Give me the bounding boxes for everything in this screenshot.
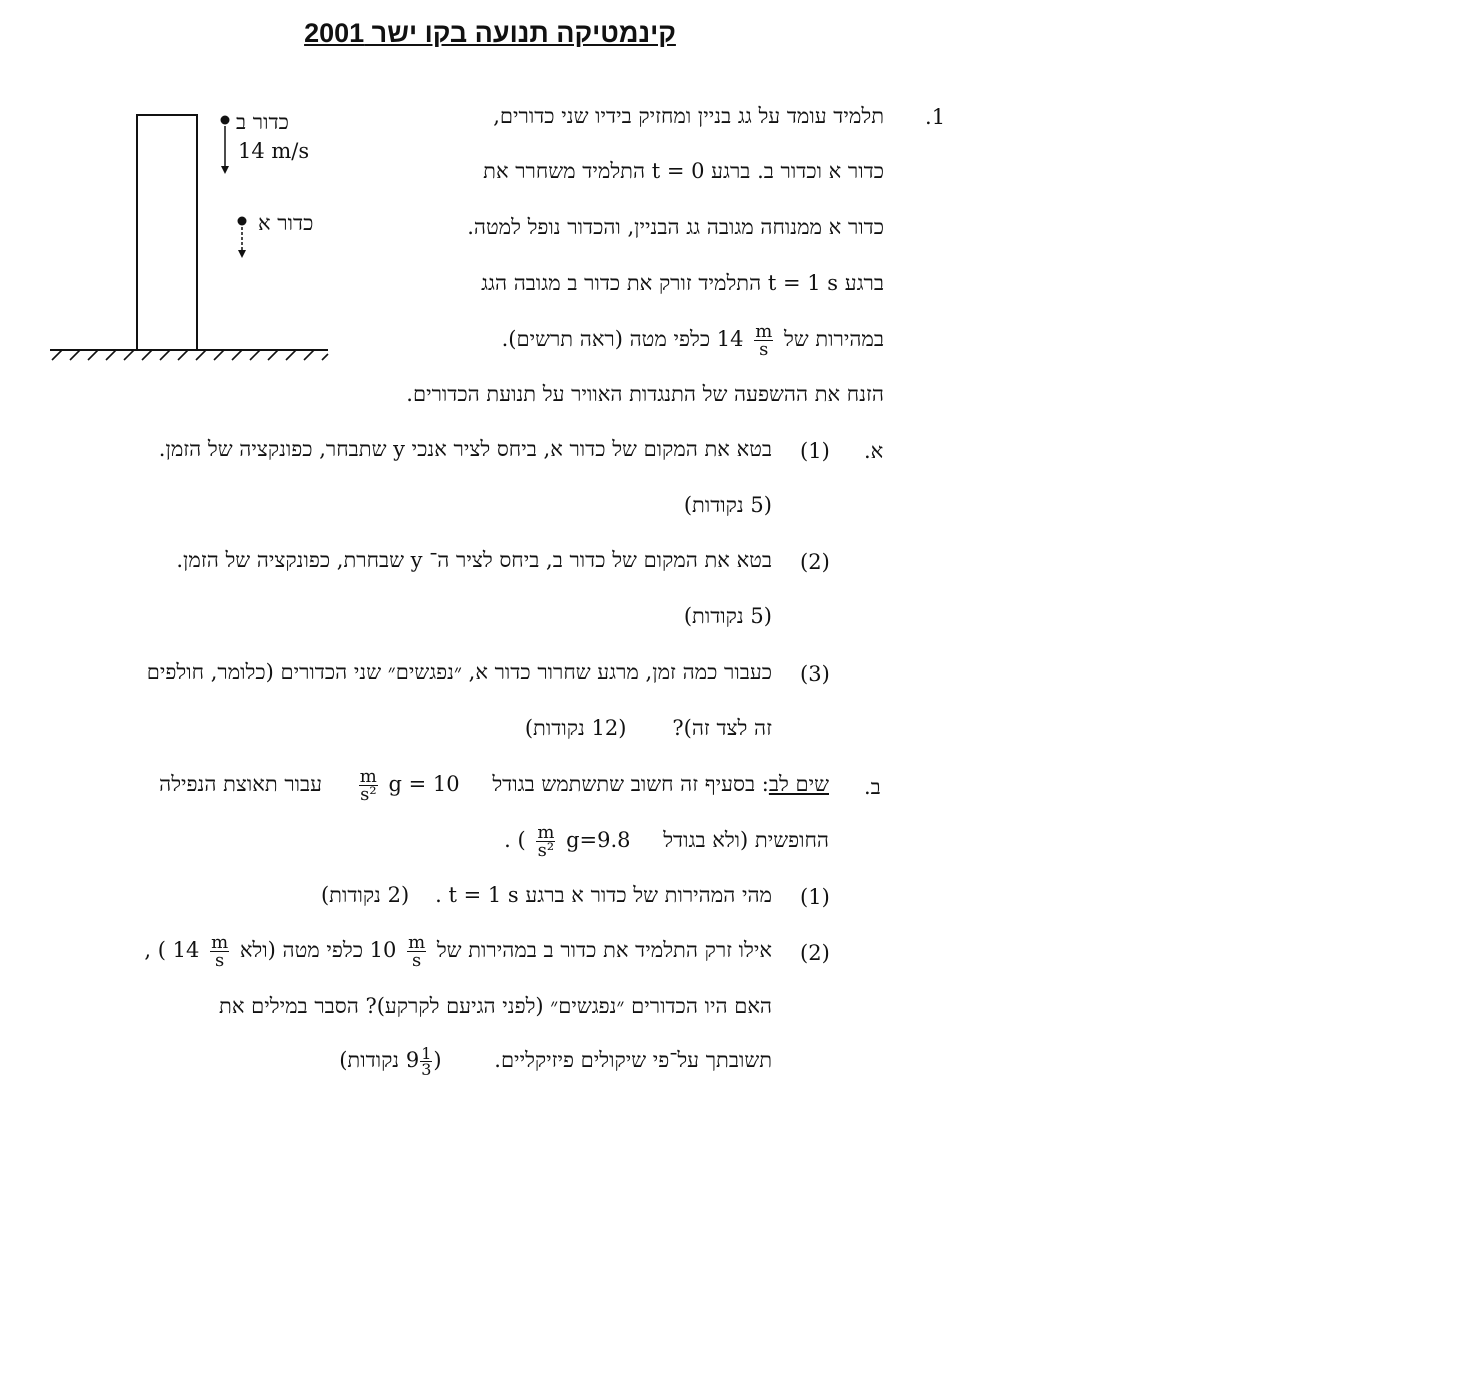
intro-line-1: תלמיד עומד על גג בניין ומחזיק בידיו שני כדורים,: [493, 104, 884, 128]
ball-b-speed-label: 14 m/s: [238, 139, 310, 163]
question-number: 1.: [925, 105, 946, 129]
part-b-note: שים לב: בסעיף זה חשוב שתשתמש בגודל g = 10 $\frac{m}{\text{s²}}$ עבור תאוצת הנפילה: [159, 766, 829, 805]
part-a-1-points: (5 נקודות): [683, 493, 772, 517]
part-a-3-text-2: זה לצד זה)?(12 נקודות): [524, 716, 772, 740]
intro-line-2: כדור א וכדור ב. ברגע t = 0 התלמיד משחרר את: [483, 159, 884, 183]
ball-b: [221, 116, 230, 125]
part-b-2-text: אילו זרק התלמיד את כדור ב במהירות של $\frac{m}{s}$ 10 כלפי מטה (ולא $\frac{m}{s}$ 14 ) ,: [144, 932, 772, 971]
part-b-letter: ב.: [864, 775, 881, 799]
part-b-2-text-2: האם היו הכדורים ״נפגשים״ (לפני הגיעם לקרקע)? הסבר במילים את: [219, 994, 772, 1018]
part-b-1-number: (1): [800, 885, 830, 909]
intro-line-3: כדור א ממנוחה מגובה גג הבניין, והכדור נופל למטה.: [467, 215, 884, 239]
part-a-2-points: (5 נקודות): [683, 604, 772, 628]
page-title: קינמטיקה תנועה בקו ישר 2001: [304, 18, 676, 48]
part-a-letter: א.: [864, 439, 884, 463]
part-a-3-number: (3): [800, 662, 830, 686]
part-a-1-text: בטא את המקום של כדור א, ביחס לציר אנכי y שתבחר, כפונקציה של הזמן.: [158, 437, 772, 461]
part-b-2-text-3: תשובתך על־פי שיקולים פיזיקליים. ( $\frac{1}{3}$ 9 נקודות): [339, 1044, 772, 1079]
part-b-2-number: (2): [800, 941, 830, 965]
part-a-2-number: (2): [800, 550, 830, 574]
intro-line-5: במהירות של $\frac{m}{s}$ 14 כלפי מטה (ראה תרשים).: [501, 321, 884, 360]
ball-a: [238, 217, 247, 226]
part-a-1-number: (1): [800, 439, 830, 463]
part-a-2-text: בטא את המקום של כדור ב, ביחס לציר ה־ y שבחרת, כפונקציה של הזמן.: [176, 548, 772, 572]
part-b-note-line-2: החופשית (ולא בגודל g=9.8 $\frac{m}{\text{s²}}$ ) .: [504, 822, 829, 861]
part-b-1-text: מהי המהירות של כדור א ברגע t = 1 s .(2 נקודות): [320, 883, 772, 907]
intro-line-4: ברגע t = 1 s התלמיד זורק את כדור ב מגובה הגג: [481, 271, 884, 295]
part-b-1-points: (2 נקודות): [320, 883, 410, 907]
part-a-3-text: כעבור כמה זמן, מרגע שחרור כדור א, ״נפגשים״ שני הכדורים (כלומר, חולפים: [146, 660, 772, 684]
ball-a-label: כדור א: [258, 211, 314, 235]
part-b-2-points: ( $\frac{1}{3}$ 9 נקודות): [339, 1044, 442, 1079]
intro-line-6: הזנח את ההשפעה של התנגדות האוויר על תנועת הכדורים.: [406, 382, 884, 406]
ground-hatching: [52, 350, 328, 360]
building: [137, 115, 197, 350]
note-label: שים לב: [768, 772, 829, 796]
part-a-3-points: (12 נקודות): [524, 716, 627, 740]
ball-b-label: כדור ב: [236, 110, 289, 134]
